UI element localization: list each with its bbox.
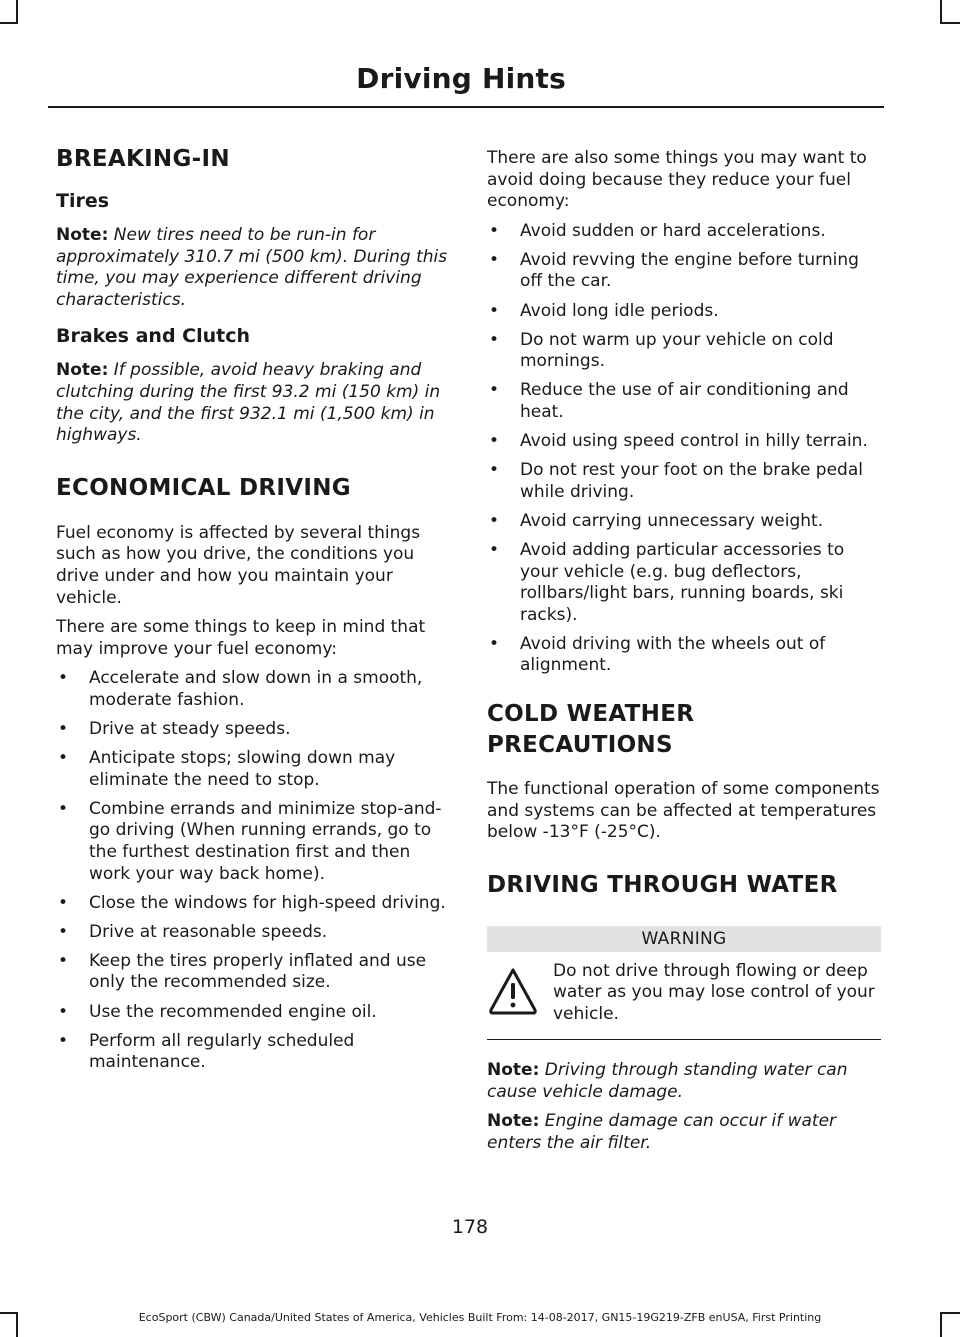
economical-driving-heading: ECONOMICAL DRIVING bbox=[56, 474, 351, 501]
list-item: • Avoid driving with the wheels out of alignment. bbox=[487, 634, 881, 677]
warning-divider bbox=[487, 1039, 881, 1041]
list-item: • Do not warm up your vehicle on cold mornings. bbox=[487, 330, 881, 373]
list-item: • Drive at steady speeds. bbox=[56, 719, 450, 741]
note-label: Note: bbox=[487, 1111, 540, 1132]
note-text: If possible, avoid heavy braking and clutching during the first 93.2 mi (150 km) in the city, and the first 932.1 mi (1,500 km) in highways. bbox=[56, 360, 441, 446]
note-label: Note: bbox=[56, 360, 109, 381]
page-number: 178 bbox=[451, 1216, 489, 1238]
list-item: • Accelerate and slow down in a smooth, moderate fashion. bbox=[56, 668, 450, 711]
note-text: Engine damage can occur if water enters the air filter. bbox=[487, 1111, 837, 1153]
economical-intro: There are some things to keep in mind that may improve your fuel economy: bbox=[56, 617, 426, 659]
crop-mark-top-right-h bbox=[940, 22, 960, 24]
economical-paragraph: Fuel economy is affected by several things such as how you drive, the conditions you drive under and how you maintain your vehicle. bbox=[56, 522, 421, 608]
economical-list bbox=[56, 668, 450, 1074]
list-item: • Reduce the use of air conditioning and heat. bbox=[487, 380, 881, 423]
avoid-list bbox=[487, 221, 881, 677]
warning-banner: WARNING bbox=[487, 926, 881, 952]
list-item: • Avoid revving the engine before turning off the car. bbox=[487, 250, 881, 293]
page-title: Driving Hints bbox=[356, 62, 566, 95]
cold-weather-heading-line2: PRECAUTIONS bbox=[487, 731, 673, 758]
breaking-in-heading: BREAKING-IN bbox=[56, 146, 230, 172]
header-divider bbox=[48, 106, 884, 108]
crop-mark-top-left bbox=[16, 0, 18, 24]
list-item: • Avoid sudden or hard accelerations. bbox=[487, 221, 881, 243]
tires-heading: Tires bbox=[56, 190, 110, 212]
crop-mark-top-right bbox=[940, 0, 942, 24]
list-item: • Keep the tires properly inflated and use only the recommended size. bbox=[56, 951, 450, 994]
driving-through-water-heading: DRIVING THROUGH WATER bbox=[487, 871, 838, 898]
brakes-heading: Brakes and Clutch bbox=[56, 325, 251, 348]
list-item: • Use the recommended engine oil. bbox=[56, 1002, 450, 1024]
list-item: • Anticipate stops; slowing down may eliminate the need to stop. bbox=[56, 748, 450, 791]
warning-triangle-icon bbox=[487, 966, 539, 1018]
list-item: • Avoid using speed control in hilly terrain. bbox=[487, 431, 881, 453]
cold-weather-heading-line1: COLD WEATHER bbox=[487, 700, 695, 727]
warning-body bbox=[487, 961, 881, 1026]
right-column bbox=[487, 148, 881, 1162]
crop-mark-top-left-h bbox=[0, 22, 17, 24]
list-item: • Avoid long idle periods. bbox=[487, 301, 881, 323]
list-item: • Avoid carrying unnecessary weight. bbox=[487, 511, 881, 533]
note-text: Driving through standing water can cause vehicle damage. bbox=[487, 1060, 848, 1102]
avoid-intro: There are also some things you may want to avoid doing because they reduce your fuel economy: bbox=[487, 148, 867, 212]
footer-text: EcoSport (CBW) Canada/United States of America, Vehicles Built From: 14-08-2017, GN15-19G219-ZFB enUSA, First Printing bbox=[138, 1311, 822, 1324]
left-column bbox=[56, 146, 450, 1081]
list-item: • Avoid adding particular accessories to your vehicle (e.g. bug deflectors, rollbars/light bars, running boards, ski racks). bbox=[487, 540, 881, 626]
list-item: • Do not rest your foot on the brake pedal while driving. bbox=[487, 460, 881, 503]
brakes-note bbox=[56, 360, 450, 446]
list-item: • Drive at reasonable speeds. bbox=[56, 922, 450, 944]
note-text: New tires need to be run-in for approximately 310.7 mi (500 km). During this time, you may experience different driving characteristics. bbox=[56, 225, 448, 310]
list-item: • Perform all regularly scheduled maintenance. bbox=[56, 1031, 450, 1074]
note-label: Note: bbox=[487, 1060, 540, 1081]
water-note-1 bbox=[487, 1060, 881, 1103]
list-item: • Combine errands and minimize stop-and-go driving (When running errands, go to the furthest destination first and then work your way back home). bbox=[56, 799, 450, 885]
note-label: Note: bbox=[56, 225, 109, 245]
warning-text: Do not drive through flowing or deep water as you may lose control of your vehicle. bbox=[553, 960, 875, 1024]
water-note-2 bbox=[487, 1111, 881, 1154]
cold-weather-heading bbox=[487, 699, 881, 761]
cold-weather-text: The functional operation of some components and systems can be affected at temperatures below -13°F (-25°C). bbox=[487, 778, 880, 843]
tires-note bbox=[56, 225, 450, 311]
list-item: • Close the windows for high-speed driving. bbox=[56, 893, 450, 915]
